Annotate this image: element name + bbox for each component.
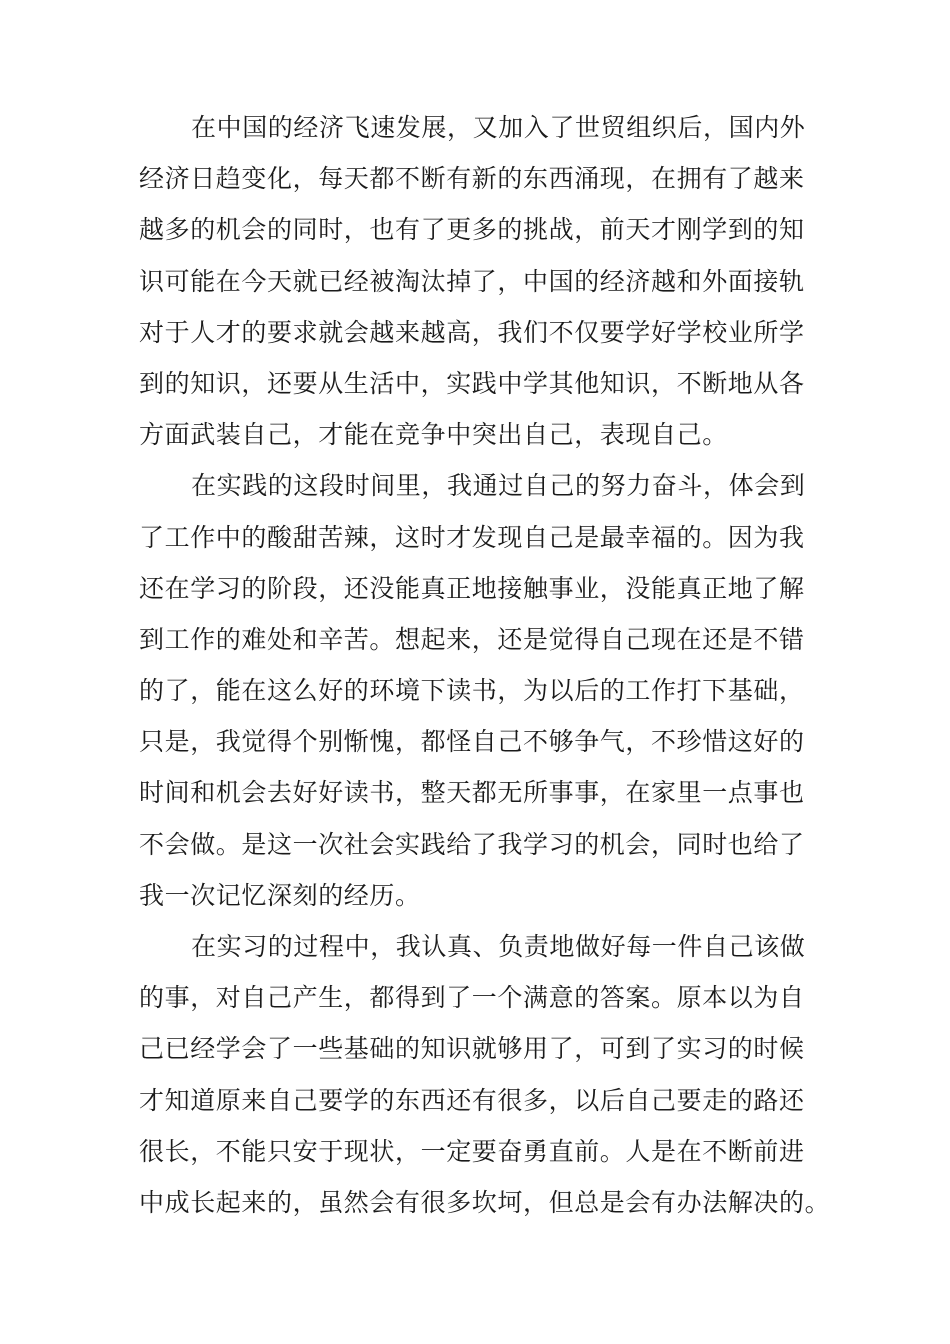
paragraph-line: 在实习的过程中，我认真、负责地做好每一件自己该做 xyxy=(191,932,806,961)
paragraph-3 xyxy=(139,925,829,1232)
paragraph-line: 只是，我觉得个别惭愧，都怪自己不够争气，不珍惜这好的 xyxy=(139,727,805,757)
paragraph-line: 中成长起来的，虽然会有很多坎坷，但总是会有办法解决的。 xyxy=(139,1187,831,1217)
paragraph-1 xyxy=(139,106,829,464)
paragraph-line: 的了，能在这么好的环境下读书，为以后的工作打下基础， xyxy=(139,676,805,706)
paragraph-line: 识可能在今天就已经被淘汰掉了，中国的经济越和外面接轨 xyxy=(139,266,805,296)
paragraph-line: 对于人才的要求就会越来越高，我们不仅要学好学校业所学 xyxy=(139,317,805,347)
paragraph-line: 不会做。是这一次社会实践给了我学习的机会，同时也给了 xyxy=(139,829,805,859)
paragraph-line: 在实践的这段时间里，我通过自己的努力奋斗，体会到 xyxy=(191,471,806,501)
paragraph-line: 在中国的经济飞速发展，又加入了世贸组织后，国内外 xyxy=(191,113,806,142)
paragraph-line: 到的知识，还要从生活中，实践中学其他知识，不断地从各 xyxy=(139,368,805,398)
paragraph-line: 的事，对自己产生，都得到了一个满意的答案。原本以为自 xyxy=(139,983,805,1013)
paragraph-line: 了工作中的酸甜苦辣，这时才发现自己是最幸福的。因为我 xyxy=(139,522,805,552)
paragraph-line: 到工作的难处和辛苦。想起来，还是觉得自己现在还是不错 xyxy=(139,624,805,654)
paragraph-line: 还在学习的阶段，还没能真正地接触事业，没能真正地了解 xyxy=(139,573,805,603)
document-body xyxy=(139,106,829,1232)
paragraph-line: 经济日趋变化，每天都不断有新的东西涌现，在拥有了越来 xyxy=(139,164,805,194)
paragraph-line: 越多的机会的同时，也有了更多的挑战，前天才刚学到的知 xyxy=(139,215,805,245)
paragraph-line: 很长，不能只安于现状，一定要奋勇直前。人是在不断前进 xyxy=(139,1136,805,1166)
paragraph-line: 才知道原来自己要学的东西还有很多，以后自己要走的路还 xyxy=(139,1085,805,1115)
paragraph-line: 我一次记忆深刻的经历。 xyxy=(139,880,421,910)
paragraph-2 xyxy=(139,464,829,925)
paragraph-line: 时间和机会去好好读书，整天都无所事事，在家里一点事也 xyxy=(139,778,805,808)
paragraph-line: 方面武装自己，才能在竞争中突出自己，表现自己。 xyxy=(139,420,728,450)
paragraph-line: 己已经学会了一些基础的知识就够用了，可到了实习的时候 xyxy=(139,1034,805,1064)
